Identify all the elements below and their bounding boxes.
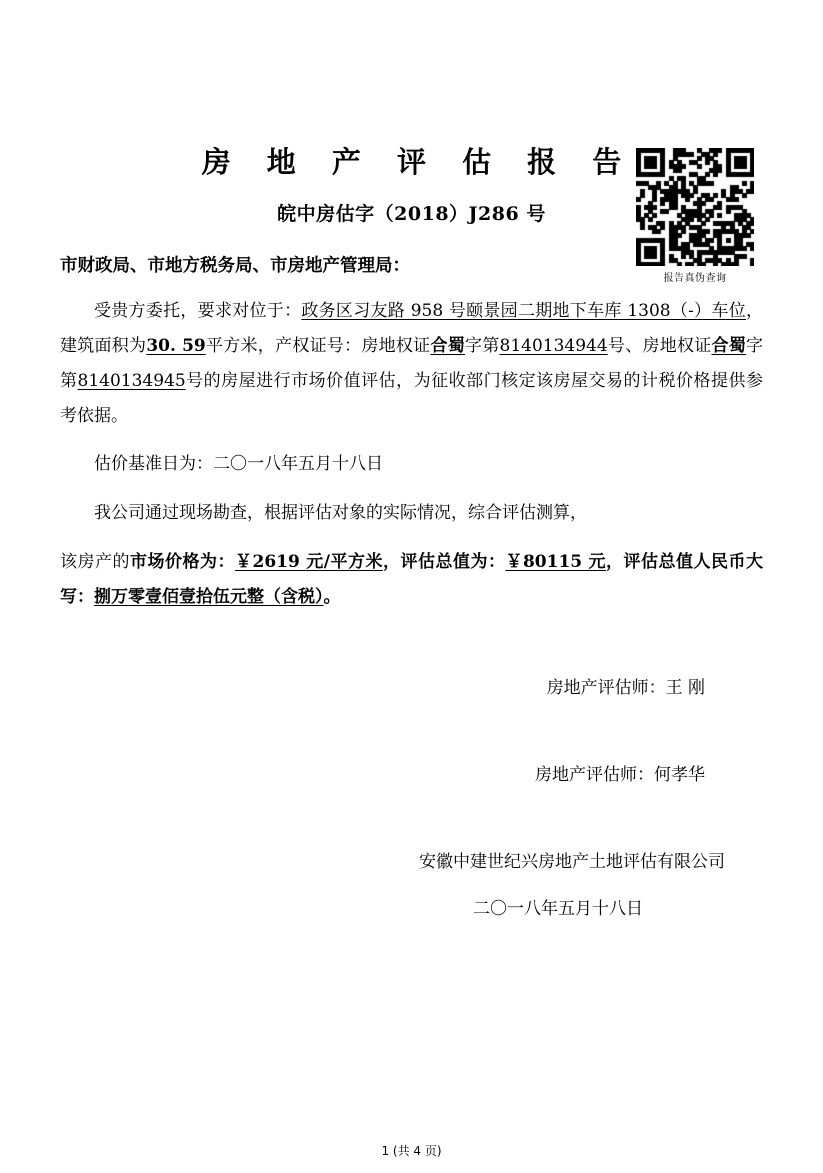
paragraph-commission [60,294,763,433]
para1-mid3: 字第 [464,335,500,356]
page-title: 房 地 产 评 估 报 告 [201,145,635,179]
price-mid: ，评估总值为： [382,552,506,573]
cert-label-2: 合蜀 [711,335,747,356]
document-page [0,140,823,1173]
price-period: 。 [323,586,341,607]
total-price-value: ￥80115 元 [505,552,607,573]
cert-number-1: 8140134944 [499,335,608,356]
para1-mid5: 字第 [60,335,764,391]
price-label: 市场价格为： [130,552,235,573]
qr-caption: 报告真伪查询 [663,273,727,284]
signature-date: 二〇一八年五月十八日 [473,898,643,919]
addressee-line: 市财政局、市地方税务局、市房地产管理局： [60,256,410,276]
total-words-label: ，评估总值人民币大写： [60,552,764,607]
total-price-words: 捌万零壹佰壹拾伍元整（含税） [94,586,324,607]
appraiser-2-line [60,760,763,785]
building-area: 30. 59 [146,335,206,356]
cert-number-2: 8140134945 [77,370,186,391]
appraiser-2-label: 房地产评估师： [535,764,654,785]
appraiser-2-name: 何孝华 [654,764,705,785]
paragraph-survey: 我公司通过现场勘查，根据评估对象的实际情况，综合评估测算， [94,503,587,524]
document-number: 皖中房估字（2018）J286 号 [277,203,546,225]
para1-tail: 号的房屋进行市场价值评估，为征收部门核定该房屋交易的计税价格提供参考依据。 [60,370,764,426]
para1-mid1: ，建筑面积为 [60,301,764,356]
qr-verification-block [629,148,761,284]
para1-lead: 受贵方委托，要求对位于： [94,301,302,321]
appraiser-1-line [60,673,763,698]
appraiser-1-name: 王 刚 [665,677,705,698]
paragraph-valuation-date: 估价基准日为：二〇一八年五月十八日 [94,454,383,475]
price-intro: 该房产的 [60,552,130,573]
para1-mid2: 平方米，产权证号：房地权证 [205,335,431,356]
unit-price-value: ￥2619 元/平方米 [235,552,383,573]
para1-mid4: 号、房地权证 [607,335,712,356]
cert-label-1: 合蜀 [430,335,465,356]
appraiser-1-label: 房地产评估师： [546,677,666,698]
company-name: 安徽中建世纪兴房地产土地评估有限公司 [419,851,725,872]
page-footer: 1 (共 4 页) [381,1144,442,1158]
property-address: 政务区习友路 958 号颐景园二期地下车库 1308（-）车位 [301,301,747,321]
qr-code-icon[interactable] [636,148,754,266]
paragraph-price [60,545,763,615]
